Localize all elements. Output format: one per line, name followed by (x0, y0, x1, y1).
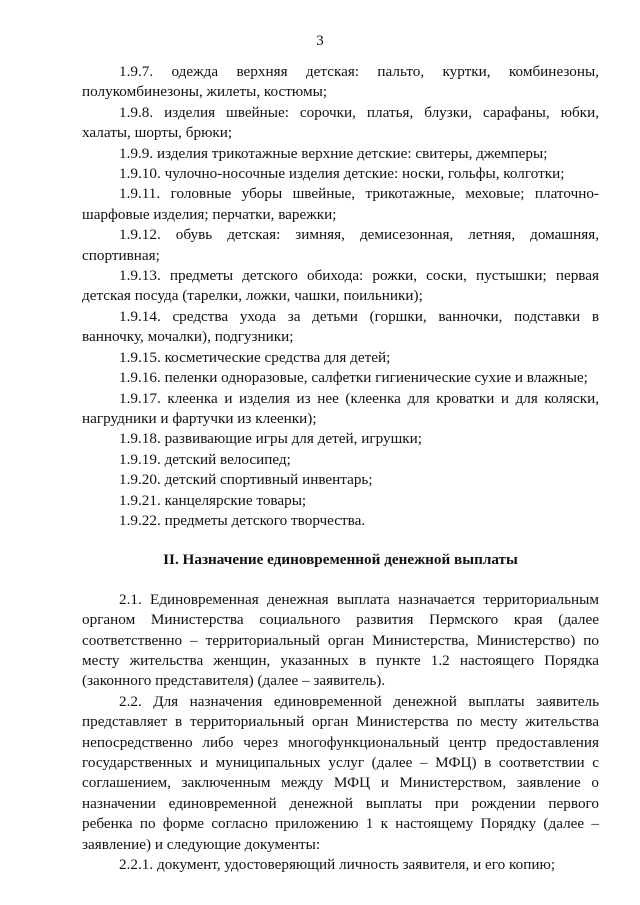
paragraph: 2.2. Для назначения единовременной денежной выплаты заявитель представляет в территориальный орган Министерства по месту жительства непосредственно либо через многофункциональный центр предоставления государственных и муниципальных услуг (далее – МФЦ) в соответствии с соглашением, заключенным между МФЦ и Министерством, заявление о назначении единовременной денежной выплаты при рождении первого ребенка по форме согласно приложению 1 к настоящему Порядку (далее – заявление) и следующие документы: (82, 692, 599, 853)
list-item: 1.9.21. канцелярские товары; (119, 491, 307, 509)
list-item: 1.9.15. косметические средства для детей; (119, 348, 391, 366)
paragraph: 2.2.1. документ, удостоверяющий личность заявителя, и его копию; (119, 856, 556, 874)
list-item: 1.9.19. детский велосипед; (119, 450, 291, 468)
list-item: 1.9.16. пеленки одноразовые, салфетки гигиенические сухие и влажные; (119, 369, 588, 387)
list-item: 1.9.8. изделия швейные: сорочки, платья, блузки, сарафаны, юбки, халаты, шорты, брюки; (82, 103, 599, 142)
section-heading: II. Назначение единовременной денежной выплаты (163, 551, 518, 569)
page-number: 3 (316, 33, 324, 49)
list-item: 1.9.10. чулочно-носочные изделия детские: носки, гольфы, колготки; (119, 165, 565, 183)
list-item: 1.9.11. головные уборы швейные, трикотажные, меховые; платочно-шарфовые изделия; перчатки, варежки; (82, 185, 599, 223)
list-item: 1.9.14. средства ухода за детьми (горшки, ванночки, подставки в ванночку, мочалки), подгузники; (82, 307, 599, 346)
list-item: 1.9.9. изделия трикотажные верхние детские: свитеры, джемперы; (119, 144, 548, 162)
list-item: 1.9.22. предметы детского творчества. (119, 511, 366, 529)
list-item: 1.9.12. обувь детская: зимняя, демисезонная, летняя, домашняя, спортивная; (82, 226, 599, 264)
list-item: 1.9.13. предметы детского обихода: рожки, соски, пустышки; первая детская посуда (тарелки, ложки, чашки, поильники); (82, 267, 599, 305)
list-item: 1.9.17. клеенка и изделия из нее (клеенка для кроватки и для коляски, нагрудники и фартучки из клеенки); (82, 389, 599, 427)
paragraph: 2.1. Единовременная денежная выплата назначается территориальным органом Министерства социального развития Пермского края (далее соответственно – территориальный орган Министерства, Министерство) по месту жительства женщин, указанных в пункте 1.2 настоящего Порядка (законного представителя) (далее – заявитель). (82, 590, 599, 690)
list-item: 1.9.20. детский спортивный инвентарь; (119, 471, 373, 489)
list-item: 1.9.7. одежда верхняя детская: пальто, куртки, комбинезоны, полукомбинезоны, жилеты, костюмы; (82, 63, 599, 101)
document-body (82, 62, 599, 875)
list-item: 1.9.18. развивающие игры для детей, игрушки; (119, 430, 422, 448)
